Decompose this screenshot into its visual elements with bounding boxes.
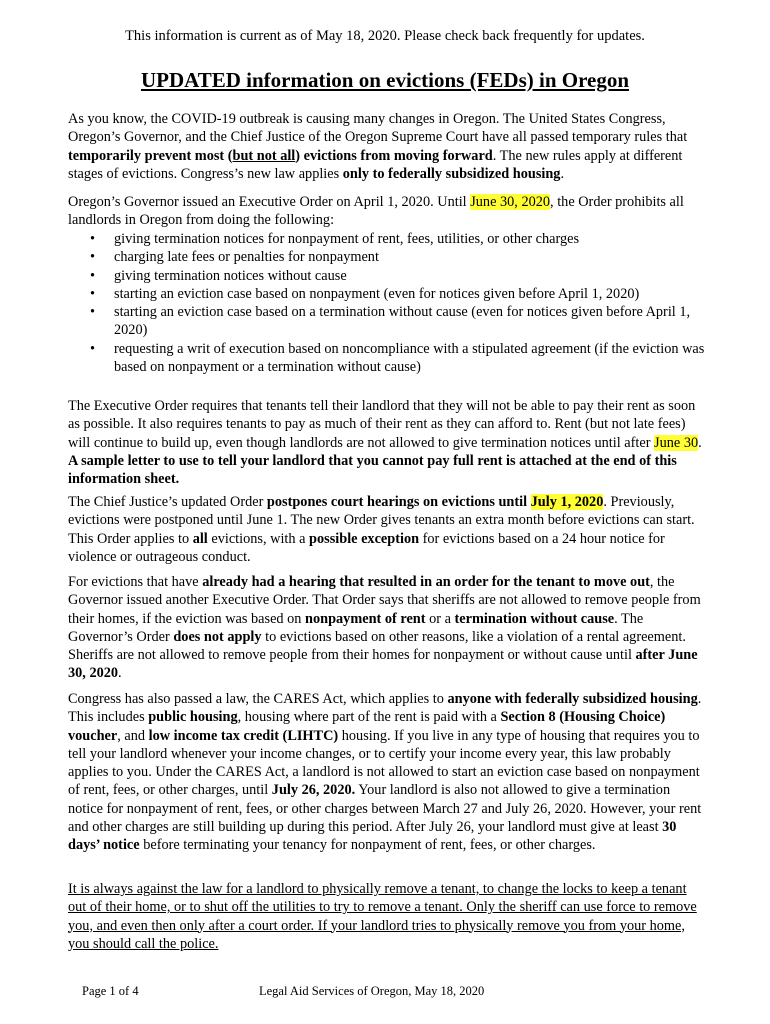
list-item: • giving termination notices for nonpayment of rent, fees, utilities, or other charges (68, 230, 708, 248)
list-item: • charging late fees or penalties for nonpayment (68, 248, 708, 266)
governor-order-paragraph: Oregon’s Governor issued an Executive Order on April 1, 2020. Until June 30, 2020, the Order prohibits all landlords in Oregon from doing the following: (68, 194, 684, 229)
highlight-date: July 1, 2020 (530, 494, 604, 510)
cares-act-paragraph: Congress has also passed a law, the CARES Act, which applies to anyone with federally subsidized housing. This includes public housing, housing where part of the rent is paid with a Section 8 (Housing Choice) voucher, and low income tax credit (LIHTC) housing. If you live in any type of housing that requires you to tell your landlord whenever your income changes, or to certify your income every year, this law probably applies to you. Under the CARES Act, a landlord is not allowed to start an eviction case based on nonpayment of rent, fees, or other charges, until July 26, 2020. Your landlord is also not allowed to give a termination notice for nonpayment of rent, fees, or other charges between March 27 and July 26, 2020. However, your rent and other charges are still building up during this period. After July 26, your landlord must give at least 30 days’ notice before terminating your tenancy for nonpayment of rent, fees, or other charges. (68, 691, 702, 854)
executive-order-paragraph: The Executive Order requires that tenants tell their landlord that they will not be able to pay their rent as soon as possible. It also requires tenants to pay as much of their rent as they can afford to. Rent (but not late fees) will continue to build up, even though landlords are not allowed to give termination notices until after June 30. A sample letter to use to tell your landlord that you cannot pay full rent is attached at the end of this information sheet. (68, 398, 702, 488)
page-number: Page 1 of 4 (82, 984, 139, 998)
page-title: UPDATED information on evictions (FEDs) in Oregon (140, 68, 630, 92)
currency-notice: This information is current as of May 18, 2020. Please check back frequently for updates. (125, 28, 645, 44)
highlight-date: June 30, 2020 (470, 194, 551, 210)
list-item: • requesting a writ of execution based on noncompliance with a stipulated agreement (if the eviction was based on nonpayment or a termination without cause) (68, 340, 708, 377)
sheriff-paragraph: For evictions that have already had a hearing that resulted in an order for the tenant to move out, the Governor issued another Executive Order. That Order says that sheriffs are not allowed to remove people from their homes, if the eviction was based on nonpayment of rent or a termination without cause. The Governor’s Order does not apply to evictions based on other reasons, like a violation of a rental agreement. Sheriffs are not allowed to remove people from their homes for nonpayment or without cause until after June 30, 2020. (68, 574, 701, 682)
list-item: • starting an eviction case based on nonpayment (even for notices given before April 1, 2020) (68, 285, 708, 303)
list-item: • starting an eviction case based on a termination without cause (even for notices given before April 1, 2020) (68, 303, 708, 340)
prohibited-actions-list (68, 230, 708, 376)
highlight-date: June 30 (654, 434, 699, 451)
self-help-eviction-paragraph: It is always against the law for a landlord to physically remove a tenant, to change the locks to keep a tenant out of their home, or to shut off the utilities to try to remove a tenant. Only the sheriff can use force to remove you, and even then only after a court order. If your landlord tries to physically remove you from your home, you should call the police. (68, 881, 697, 952)
intro-paragraph: As you know, the COVID-19 outbreak is causing many changes in Oregon. The United States Congress, Oregon’s Governor, and the Chief Justice of the Oregon Supreme Court have all passed temporary rules that temporarily prevent most (but not all) evictions from moving forward. The new rules apply at different stages of evictions. Congress’s new law applies only to federally subsidized housing. (68, 111, 688, 182)
list-item: • giving termination notices without cause (68, 267, 708, 285)
chief-justice-paragraph: The Chief Justice’s updated Order postpones court hearings on evictions until July 1, 2020. Previously, evictions were postponed until June 1. The new Order gives tenants an extra month before evictions can start. This Order applies to all evictions, with a possible exception for evictions based on a 24 hour notice for violence or outrageous conduct. (68, 494, 695, 565)
footer-org: Legal Aid Services of Oregon, May 18, 2020 (259, 984, 485, 998)
